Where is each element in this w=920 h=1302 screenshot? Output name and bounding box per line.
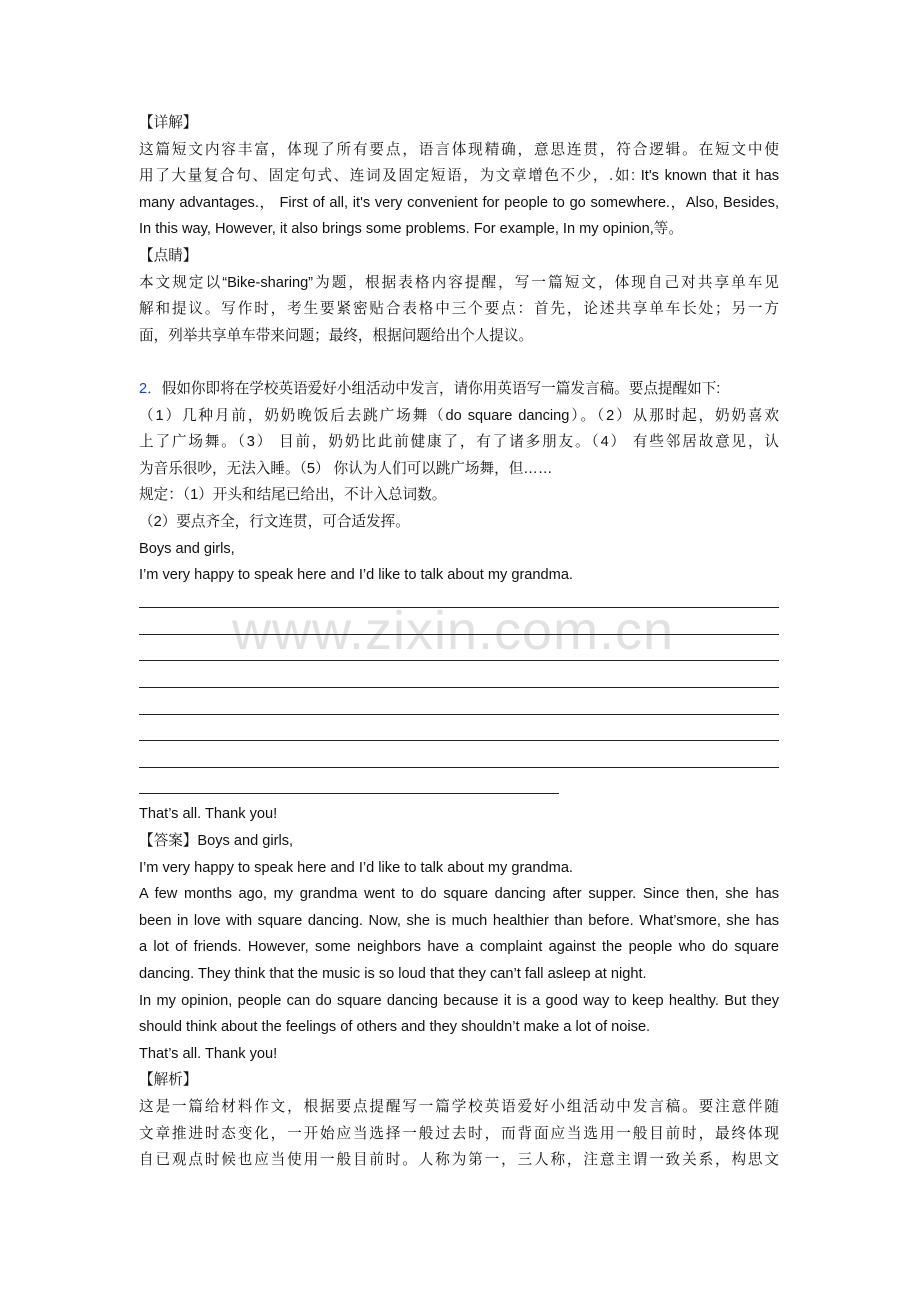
heading-detail: 【详解】	[139, 115, 198, 131]
answer-line: should think about the feelings of others and they shouldn’t make a lot of noise.	[139, 1019, 651, 1036]
blank-line	[139, 722, 779, 749]
answer-first-line: 【答案】Boys and girls,	[139, 833, 294, 850]
blank-line	[139, 695, 779, 722]
answer-line: That’s all. Thank you!	[139, 1045, 278, 1062]
answer-line: been in love with square dancing. Now, she is much healthier than before. What’smore, she has	[139, 912, 779, 929]
blank-line	[139, 775, 779, 802]
answer-line: dancing. They think that the music is so loud that they can’t fall asleep at night.	[139, 966, 647, 982]
point-line: 面，列举共享单车带来问题；最终，根据问题给出个人提议。	[139, 327, 534, 344]
point-line: 解和提议。写作时，考生要紧密贴合表格中三个要点：首先，论述共享单车长处；另一方	[139, 301, 779, 318]
answer-line: I’m very happy to speak here and I’d like to talk about my grandma.	[139, 859, 573, 876]
detail-line: 这篇短文内容丰富，体现了所有要点，语言体现精确，意思连贯，符合逻辑。在短文中使	[139, 141, 779, 158]
detail-line: In this way, However, it also brings some problems. For example, In my opinion,等。	[139, 221, 683, 238]
detail-line: 用了大量复合句、固定句式、连词及固定短语，为文章增色不少，.如: It's known that it has	[139, 168, 779, 185]
answer-line: A few months ago, my grandma went to do square dancing after supper. Since then, she has	[139, 886, 779, 903]
question-prompt: 2．假如你即将在学校英语爱好小组活动中发言，请你用英语写一篇发言稿。要点提醒如下:	[139, 380, 721, 397]
question-line: Boys and girls,	[139, 540, 235, 557]
question-line: （1）几种月前，奶奶晚饭后去跳广场舞（do square dancing）。（2）从那时起，奶奶喜欢	[139, 407, 779, 424]
heading-analysis: 【解析】	[139, 1072, 198, 1089]
watermark: www.zixin.com.cn	[232, 601, 675, 661]
answer-line: a lot of friends. However, some neighbors have a complaint against the people who do square	[139, 939, 779, 956]
blank-line	[139, 615, 779, 642]
heading-point: 【点睛】	[139, 247, 198, 264]
blank-line	[139, 668, 779, 695]
point-line: 本文规定以“Bike-sharing”为题，根据表格内容提醒，写一篇短文，体现自己对共享单车见	[139, 274, 779, 291]
question-line: 为音乐很吵，无法入睡。（5） 你认为人们可以跳广场舞，但……	[139, 460, 553, 477]
blank-line	[139, 642, 779, 669]
question-line: I’m very happy to speak here and I’d like to talk about my grandma.	[139, 567, 573, 584]
blank-line	[139, 748, 779, 775]
question-closing: That’s all. Thank you!	[139, 806, 278, 823]
analysis-line: 这是一篇给材料作文，根据要点提醒写一篇学校英语爱好小组活动中发言稿。要注意伴随	[139, 1098, 779, 1115]
answer-label: 【答案】	[139, 833, 198, 850]
question-line: 规定：（1）开头和结尾已给出，不计入总词数。	[139, 487, 447, 504]
analysis-line: 文章推进时态变化，一开始应当选择一般过去时，而背面应当选用一般目前时，最终体现	[139, 1125, 779, 1142]
analysis-line: 自已观点时候也应当使用一般目前时。人称为第一，三人称，注意主谓一致关系，构思文	[139, 1152, 779, 1169]
answer-line: In my opinion, people can do square dancing because it is a good way to keep healthy. But they	[139, 992, 779, 1009]
document-page	[139, 110, 779, 1174]
question-line: （2）要点齐全，行文连贯，可合适发挥。	[139, 513, 410, 530]
question-line: 上了广场舞。（3） 目前，奶奶比此前健康了，有了诸多朋友。（4） 有些邻居故意见，认	[139, 434, 779, 451]
question-number: 2．	[139, 380, 162, 397]
blank-line	[139, 589, 779, 616]
detail-line: many advantages.， First of all, it's very convenient for people to go somewhere.，Also, Besides,	[139, 194, 779, 211]
